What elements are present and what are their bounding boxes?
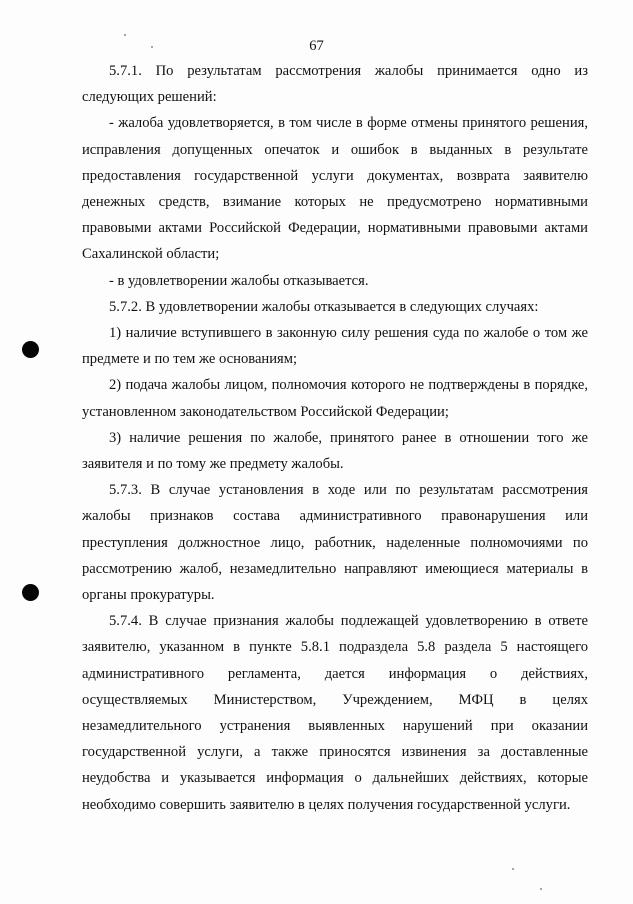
paragraph-5-7-2: 5.7.2. В удовлетворении жалобы отказывается в следующих случаях: — [109, 298, 539, 315]
scan-speck — [124, 34, 126, 36]
scan-speck — [540, 888, 542, 890]
paragraph-complaint-rejected: - в удовлетворении жалобы отказывается. — [109, 272, 369, 289]
paragraph-5-7-3: 5.7.3. В случае установления в ходе или по результатам рассмотрения жалобы признаков состава административного правонарушения или преступления должностное лицо, работник, наделенные полномочиями по рассмотрению жалоб, незамедлительно направляют имеющиеся материалы в органы прокуратуры. — [82, 482, 588, 604]
paragraph-rejection-case-3: 3) наличие решения по жалобе, принятого ранее в отношении того же заявителя и по тому же предмету жалобы. — [82, 429, 588, 473]
paragraph-rejection-case-1: 1) наличие вступившего в законную силу решения суда по жалобе о том же предмете и по тем же основаниям; — [82, 325, 588, 368]
paragraph-5-7-4: 5.7.4. В случае признания жалобы подлежащей удовлетворению в ответе заявителю, указанном в пункте 5.8.1 подраздела 5.8 раздела 5 настоящего административного регламента, дается информация о действиях, осуществляемых Министерством, Учреждением, МФЦ в целях незамедлительного устранения выявленных нарушений при оказании государственной услуги, а также приносятся извинения за доставленные неудобства и указывается информация о дальнейших действиях, которые необходимо совершить заявителю в целях получения государственной услуги. — [82, 613, 588, 813]
paragraph-5-7-1: 5.7.1. По результатам рассмотрения жалобы принимается одно из следующих решений: — [82, 63, 588, 106]
paragraph-complaint-satisfied: - жалоба удовлетворяется, в том числе в форме отмены принятого решения, исправления допущенных опечаток и ошибок в выданных в результате предоставления государственной услуги документах, возврата заявителю денежных средств, взимание которых не предусмотрено нормативными правовыми актами Российской Федерации, нормативными правовыми актами Сахалинской области; — [82, 115, 588, 263]
page-number: 67 — [309, 38, 324, 54]
scan-speck — [512, 868, 514, 870]
punch-hole-lower — [22, 584, 39, 601]
punch-hole-upper — [22, 341, 39, 358]
paragraph-rejection-case-2: 2) подача жалобы лицом, полномочия которого не подтверждены в порядке, установленном законодательством Российской Федерации; — [82, 377, 588, 420]
document-body — [82, 58, 588, 818]
scan-speck — [151, 46, 153, 48]
